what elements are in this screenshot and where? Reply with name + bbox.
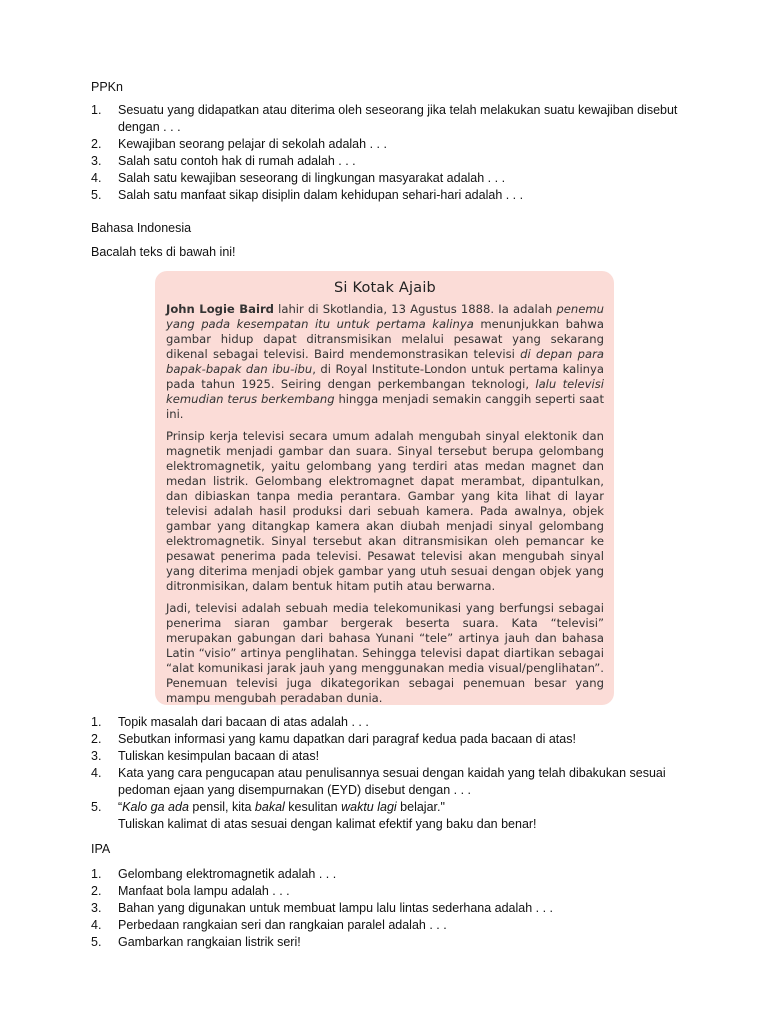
- list-item: [91, 187, 691, 204]
- italic-run: lalu televisi kemudian terus berkembang: [166, 377, 604, 406]
- item-text: Manfaat bola lampu adalah . . .: [118, 884, 290, 898]
- item-text: Bahan yang digunakan untuk membuat lampu lalu lintas sederhana adalah . . .: [118, 901, 554, 915]
- item-number: 2.: [91, 137, 102, 151]
- item-number: 3.: [91, 154, 102, 168]
- list-item: [91, 102, 691, 136]
- section-title-ipa: IPA: [91, 842, 111, 856]
- list-item: [91, 748, 711, 765]
- item-number: 5.: [91, 935, 102, 949]
- italic-run: bakal: [254, 800, 285, 814]
- item-number: 4.: [91, 766, 102, 780]
- list-item: [91, 799, 711, 833]
- text-run: pensil, kita: [188, 800, 255, 814]
- list-item: [91, 900, 691, 917]
- text-run: menunjukkan bahwa gambar hidup dapat ditransmisikan melalui pesawat yang sekarang dikenal sebagai televisi. Baird mendemonstrasikan televisi: [166, 317, 604, 361]
- item-text: Sebutkan informasi yang kamu dapatkan dari paragraf kedua pada bacaan di atas!: [118, 732, 576, 746]
- reading-card: [155, 271, 614, 705]
- italic-run: penemu yang pada kesempatan itu untuk pertama kalinya: [166, 302, 605, 331]
- italic-run: waktu lagi: [341, 800, 397, 814]
- text-run: hingga menjadi semakin canggih seperti saat ini.: [166, 392, 605, 421]
- item-number: 2.: [91, 884, 102, 898]
- list-item: [91, 765, 711, 799]
- item-text-line-2: Tuliskan kalimat di atas sesuai dengan kalimat efektif yang baku dan benar!: [118, 817, 537, 831]
- item-number: 1.: [91, 715, 102, 729]
- inventor-name: John Logie Baird: [166, 302, 274, 316]
- list-item: [91, 934, 691, 951]
- ipa-question-list: [91, 866, 691, 951]
- list-item: [91, 136, 691, 153]
- item-number: 4.: [91, 171, 102, 185]
- item-text: Salah satu contoh hak di rumah adalah . . .: [118, 154, 356, 168]
- reading-paragraph-1: [166, 302, 604, 422]
- reading-title: Si Kotak Ajaib: [334, 280, 436, 296]
- item-text: Gambarkan rangkaian listrik seri!: [118, 935, 301, 949]
- item-text: Perbedaan rangkaian seri dan rangkaian paralel adalah . . .: [118, 918, 447, 932]
- item-text: Sesuatu yang didapatkan atau diterima oleh seseorang jika telah melakukan suatu kewajiban disebut dengan . . .: [118, 103, 678, 134]
- list-item: [91, 714, 711, 731]
- item-text: Salah satu kewajiban seseorang di lingkungan masyarakat adalah . . .: [118, 171, 506, 185]
- item-number: 1.: [91, 867, 102, 881]
- item-number: 5.: [91, 800, 102, 814]
- item-text: Gelombang elektromagnetik adalah . . .: [118, 867, 337, 881]
- list-item: [91, 866, 691, 883]
- reading-paragraph-2: Prinsip kerja televisi secara umum adalah mengubah sinyal elektonik dan magnetik menjadi gambar dan suara. Sinyal tersebut berupa gelombang elektromagnetik, yaitu gelombang yang terdiri atas medan magnet dan medan listrik. Gelombang elektromagnet dapat merambat, dipantulkan, dan dibiaskan tanpa media perantara. Gambar yang kita lihat di layar televisi adalah hasil produksi dari sebuah kamera. Pada awalnya, objek gambar yang ditangkap kamera akan diubah menjadi sinyal gelombang elektromagnetik. Sinyal tersebut akan ditransmisikan oleh pemancar ke pesawat penerima pada televisi. Pesawat televisi akan mengubah sinyal yang diterima menjadi objek gambar yang utuh sesuai dengan objek yang ditronmisikan, dalam bentuk hitam putih atau berwarna.: [166, 429, 604, 593]
- item-number: 3.: [91, 901, 102, 915]
- item-text: Tuliskan kesimpulan bacaan di atas!: [118, 749, 320, 763]
- bahasa-question-list: [91, 714, 711, 833]
- text-run: kesulitan: [284, 800, 342, 814]
- item-text: Topik masalah dari bacaan di atas adalah . . .: [118, 715, 369, 729]
- italic-run: Kalo ga ada: [122, 800, 189, 814]
- text-run: belajar.": [396, 800, 445, 814]
- text-run: , di Royal Institute-London untuk pertama kalinya pada tahun 1925. Seiring dengan perkembangan teknologi,: [166, 362, 604, 391]
- reading-paragraph-3: Jadi, televisi adalah sebuah media telekomunikasi yang berfungsi sebagai penerima siaran gambar bergerak beserta suara. Kata “televisi” merupakan gabungan dari bahasa Yunani “tele” artinya jauh dan bahasa Latin “visio” artinya penglihatan. Sehingga televisi dapat diartikan sebagai “alat komunikasi jarak jauh yang menggunakan media visual/penglihatan”. Penemuan televisi juga dikategorikan sebagai penemuan besar yang mampu mengubah peradaban dunia.: [166, 601, 604, 705]
- list-item: [91, 917, 691, 934]
- item-number: 2.: [91, 732, 102, 746]
- list-item: [91, 153, 691, 170]
- item-text: Kata yang cara pengucapan atau penulisannya sesuai dengan kaidah yang telah dibakukan sesuai pedoman ejaan yang disempurnakan (EYD) disebut dengan . . .: [118, 766, 666, 797]
- list-item: [91, 731, 711, 748]
- item-number: 4.: [91, 918, 102, 932]
- section-title-ppkn: PPKn: [91, 80, 123, 94]
- text-run: lahir di Skotlandia, 13 Agustus 1888. Ia adalah: [273, 302, 557, 316]
- item-number: 1.: [91, 103, 102, 117]
- list-item: [91, 170, 691, 187]
- reading-instruction: Bacalah teks di bawah ini!: [91, 245, 236, 259]
- item-text: Salah satu manfaat sikap disiplin dalam kehidupan sehari-hari adalah . . .: [118, 188, 524, 202]
- list-item: [91, 883, 691, 900]
- section-title-bahasa: Bahasa Indonesia: [91, 221, 192, 235]
- item-text: Kewajiban seorang pelajar di sekolah adalah . . .: [118, 137, 387, 151]
- quote-mark: “: [118, 800, 123, 814]
- item-number: 5.: [91, 188, 102, 202]
- ppkn-question-list: [91, 102, 691, 204]
- italic-run: di depan para bapak-bapak dan ibu-ibu: [166, 347, 605, 376]
- item-number: 3.: [91, 749, 102, 763]
